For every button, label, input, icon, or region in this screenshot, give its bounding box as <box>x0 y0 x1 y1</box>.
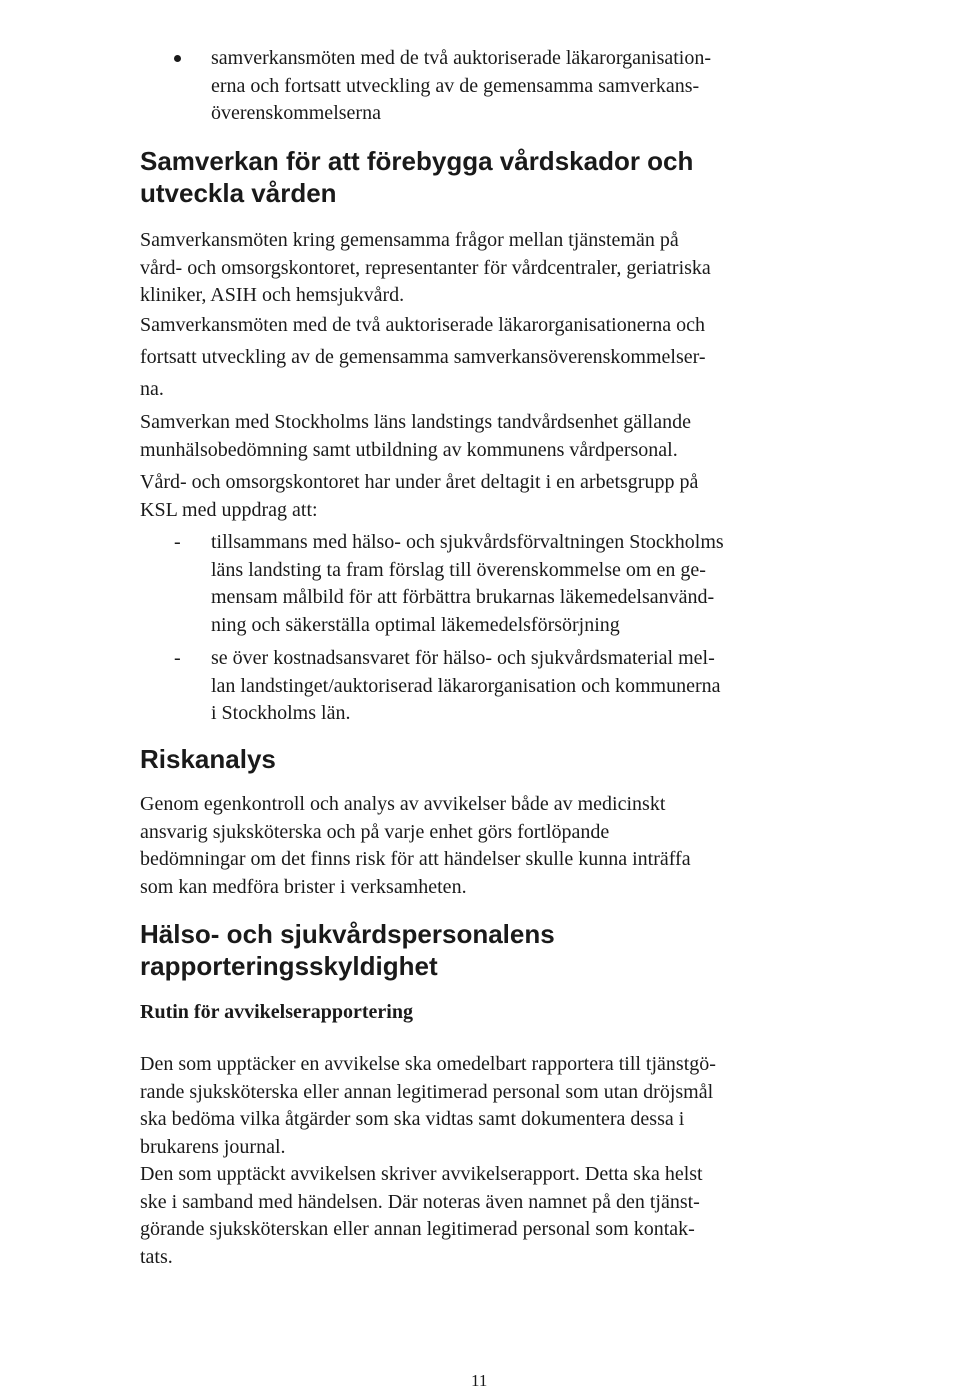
text-line: bedömningar om det finns risk för att händelser skulle kunna inträffa <box>140 848 691 870</box>
text-line: na. <box>140 378 164 400</box>
section-heading <box>140 145 693 209</box>
text-line: kliniker, ASIH och hemsjukvård. <box>140 284 405 306</box>
bullet-text <box>211 45 711 128</box>
text-line: läns landsting ta fram förslag till överenskommelse om en ge- <box>211 558 706 581</box>
text-line: rande sjuksköterska eller annan legitimerad personal som utan dröjsmål <box>140 1080 714 1103</box>
subheading <box>140 999 413 1025</box>
text-line: KSL med uppdrag att: <box>140 498 318 521</box>
paragraph <box>140 227 711 310</box>
dash-marker: - <box>174 647 181 669</box>
text-line: överenskommelserna <box>211 102 381 124</box>
subheading-text: Rutin för avvikelserapportering <box>140 1001 413 1023</box>
text-line: ske i samband med händelsen. Där noteras även namnet på den tjänst- <box>140 1190 700 1213</box>
text-line: görande sjuksköterskan eller annan legitimerad personal som kontak- <box>140 1218 695 1240</box>
text-line: ska bedöma vilka åtgärder som ska vidtas samt dokumentera dessa i <box>140 1108 685 1130</box>
paragraph <box>140 469 698 524</box>
text-line: vård- och omsorgskontoret, representanter för vårdcentraler, geriatriska <box>140 256 711 279</box>
text-line: fortsatt utveckling av de gemensamma samverkansöverenskommelser- <box>140 346 706 368</box>
heading-line: rapporteringsskyldighet <box>140 951 438 981</box>
text-line: mensam målbild för att förbättra brukarnas läkemedelsanvänd- <box>211 586 715 608</box>
text-line: erna och fortsatt utveckling av de gemensamma samverkans- <box>211 74 700 97</box>
section-heading <box>140 743 276 775</box>
text-line: tillsammans med hälso- och sjukvårdsförvaltningen Stockholms <box>211 531 724 553</box>
paragraph <box>140 1051 716 1271</box>
text-line: Vård- och omsorgskontoret har under året deltagit i en arbetsgrupp på <box>140 471 699 493</box>
paragraph <box>140 309 706 405</box>
page-number: 11 <box>471 1371 488 1390</box>
dash-item-text <box>211 529 724 639</box>
text-line: Samverkan med Stockholms läns landstings tandvårdsenhet gällande <box>140 411 691 433</box>
text-line: lan landstinget/auktoriserad läkarorganisation och kommunerna <box>211 674 721 697</box>
text-line: brukarens journal. <box>140 1135 286 1158</box>
heading-line: Samverkan för att förebygga vårdskador och <box>140 146 694 176</box>
dash-item-text <box>211 645 720 728</box>
dash-marker: - <box>174 531 181 553</box>
text-line: samverkansmöten med de två auktoriserade läkarorganisation- <box>211 47 712 69</box>
text-line: i Stockholms län. <box>211 702 351 724</box>
heading-line: utveckla vården <box>140 178 337 208</box>
heading-line: Hälso- och sjukvårdspersonalens <box>140 919 555 949</box>
section-heading <box>140 918 555 982</box>
text-line: som kan medföra brister i verksamheten. <box>140 875 467 898</box>
text-line: Samverkansmöten kring gemensamma frågor mellan tjänstemän på <box>140 229 679 251</box>
bullet-dot-icon <box>174 55 181 62</box>
text-line: Den som upptäckt avvikelsen skriver avvikelserapport. Detta ska helst <box>140 1163 703 1185</box>
paragraph <box>140 791 691 901</box>
text-line: Den som upptäcker en avvikelse ska omedelbart rapportera till tjänstgö- <box>140 1053 716 1075</box>
text-line: Genom egenkontroll och analys av avvikelser både av medicinskt <box>140 793 666 815</box>
text-line: Samverkansmöten med de två auktoriserade läkarorganisationerna och <box>140 314 705 336</box>
text-line: tats. <box>140 1245 173 1268</box>
text-line: se över kostnadsansvaret för hälso- och sjukvårdsmaterial mel- <box>211 647 715 669</box>
text-line: munhälsobedömning samt utbildning av kommunens vårdpersonal. <box>140 438 678 461</box>
heading-line: Riskanalys <box>140 744 276 774</box>
text-line: ning och säkerställa optimal läkemedelsförsörjning <box>211 613 620 636</box>
text-line: ansvarig sjuksköterska och på varje enhet görs fortlöpande <box>140 820 610 843</box>
paragraph <box>140 409 691 464</box>
